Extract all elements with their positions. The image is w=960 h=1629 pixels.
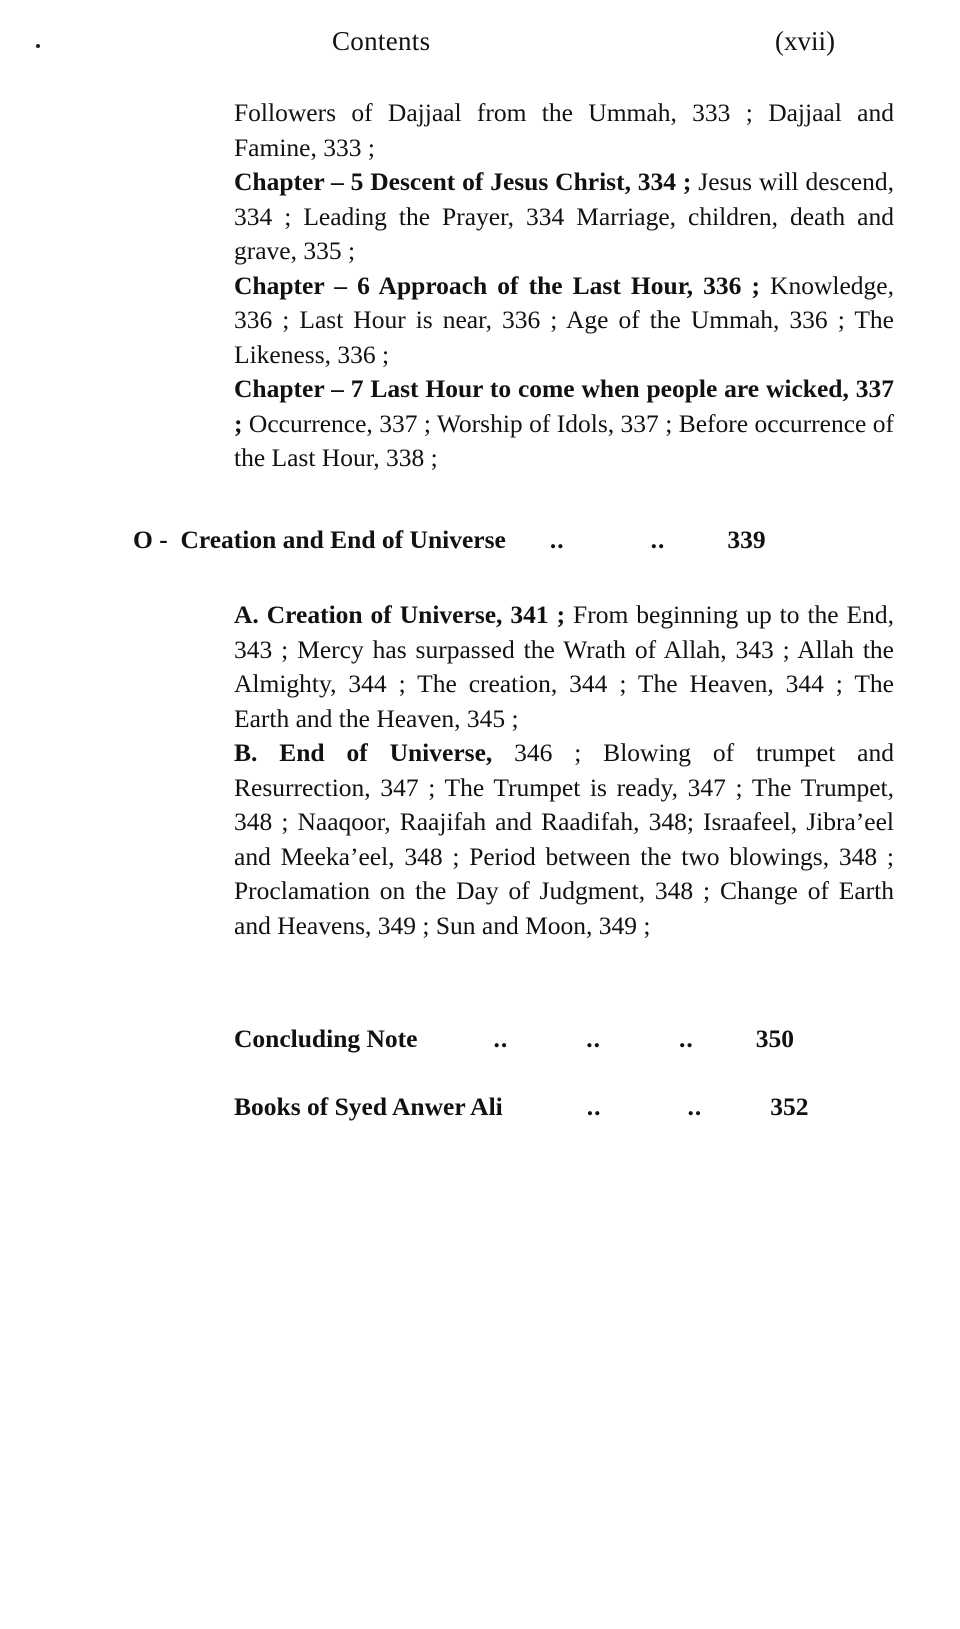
toc-entry-followers-of-dajjaal (234, 96, 894, 165)
part-a-title: A. Creation of Universe, 341 ; (234, 600, 566, 629)
chapter-6-title: Chapter – 6 Approach of the Last Hour, 336 ; (234, 270, 760, 300)
leader-dots: .. (650, 525, 666, 554)
books-entry-page-number: 352 (770, 1092, 809, 1121)
section-label: O - Creation and End of Universe (133, 525, 506, 554)
toc-entry-part-b (234, 736, 894, 943)
concluding-note-label: Concluding Note (234, 1024, 418, 1053)
toc-entry-concluding-note[interactable] (234, 1024, 894, 1054)
toc-entry-part-a (234, 598, 894, 736)
leader-dots: .. (549, 525, 565, 554)
header-title: Contents (332, 26, 431, 56)
toc-body-lower (234, 598, 894, 943)
books-entry-label: Books of Syed Anwer Ali (234, 1092, 503, 1121)
header-page-number: (xvii) (775, 26, 835, 56)
chapter-5-subentries: Jesus will descend, 334 ; Leading the Prayer, 334 Marriage, children, death and grave, 335 ; (234, 167, 894, 265)
toc-entry-chapter-7 (234, 372, 894, 476)
chapter-7-subentries: Occurrence, 337 ; Worship of Idols, 337 ; Before occurrence of the Last Hour, 338 ; (234, 408, 894, 472)
chapter-6-subentries: Knowledge, 336 ; Last Hour is near, 336 ; Age of the Ummah, 336 ; The Likeness, 336 ; (234, 270, 894, 369)
part-b-subentries: 346 ; Blowing of trumpet and Resurrection, 347 ; The Trumpet is ready, 347 ; The Trumpet, 348 ; Naaqoor, Raajifah and Raadifah, 348; Israafeel, Jibra’eel and Meeka’eel, 348 ; Period between the two blowings, 348 ; Proclamation on the Day of Judgment, 348 ; Change of Earth and Heavens, 349 ; Sun and Moon, 349 ; (234, 738, 894, 940)
page-header (0, 26, 960, 68)
leader-dots: .. (678, 1024, 694, 1053)
entry-text: Followers of Dajjaal from the Ummah, 333 ; Dajjaal and Famine, 333 ; (234, 98, 894, 162)
toc-body (234, 96, 894, 476)
part-a-subentries: From beginning up to the End, 343 ; Mercy has surpassed the Wrath of Allah, 343 ; Allah the Almighty, 344 ; The creation, 344 ; The Heaven, 344 ; The Earth and the Heaven, 345 ; (234, 600, 895, 733)
section-page-number: 339 (727, 525, 766, 554)
leader-dots: .. (493, 1024, 509, 1053)
toc-section-creation-and-end-of-universe[interactable] (133, 525, 893, 555)
toc-entry-books-of-syed-anwer-ali[interactable] (234, 1092, 894, 1122)
toc-entry-chapter-5 (234, 165, 894, 269)
concluding-note-page-number: 350 (755, 1024, 794, 1053)
toc-entry-chapter-6 (234, 269, 894, 373)
chapter-7-title: Chapter – 7 Last Hour to come when people are wicked, 337 ; (234, 374, 894, 438)
leader-dots: .. (586, 1024, 601, 1053)
part-b-title: B. End of Universe, (234, 738, 493, 767)
chapter-5-title: Chapter – 5 Descent of Jesus Christ, 334 ; (234, 167, 692, 196)
leader-dots: .. (586, 1092, 602, 1121)
leader-dots: .. (687, 1092, 703, 1121)
